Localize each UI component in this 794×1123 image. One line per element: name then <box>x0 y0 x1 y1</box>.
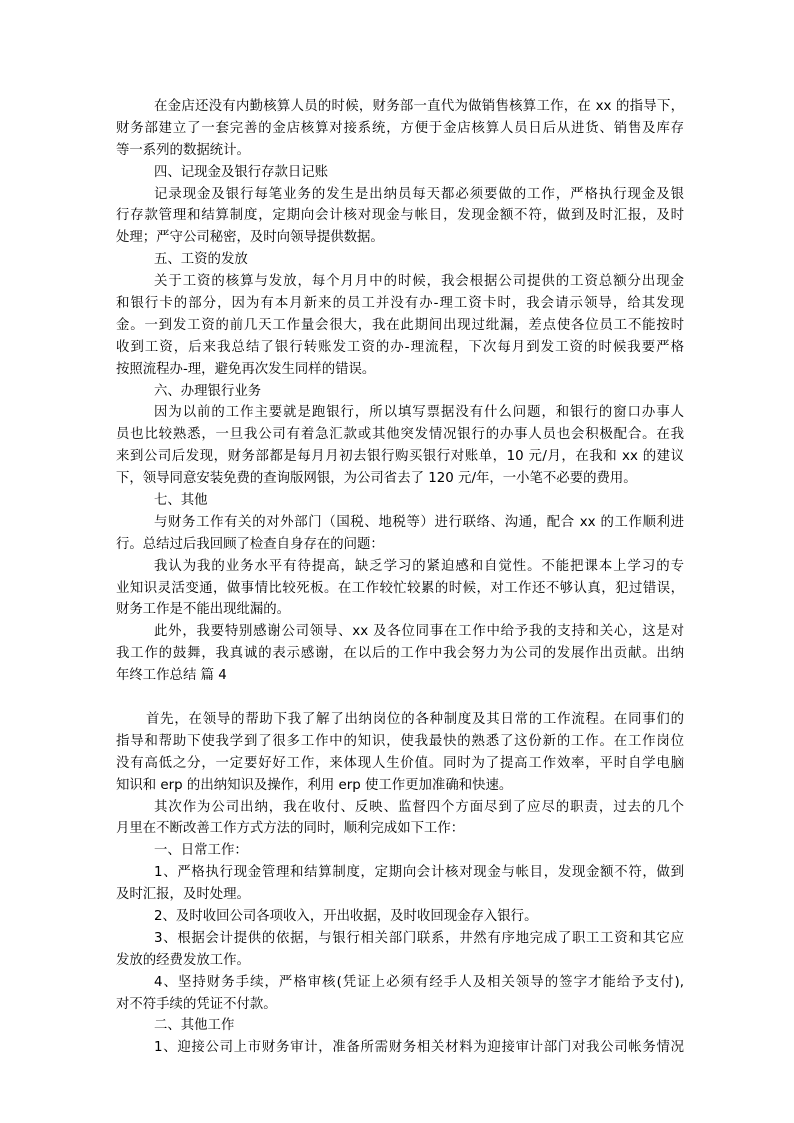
text-line: 2、及时收回公司各项收入，开出收据，及时收回现金存入银行。 <box>154 908 538 924</box>
text-line: 月里在不断改善工作方式方法的同时，顺利完成如下工作： <box>116 821 465 837</box>
text-line: 指导和帮助下使我学到了很多工作中的知识，使我最快的熟悉了这份新的工作。在工作岗位 <box>116 733 684 749</box>
text-line: 下，领导同意安装免费的查询版网银，为公司省去了 120 元/年，一小笔不必要的费用。 <box>116 471 637 487</box>
text-line: 七、其他 <box>154 493 208 509</box>
text-line: 六、办理银行业务 <box>154 383 262 399</box>
text-line: 我工作的鼓舞，我真诚的表示感谢，在以后的工作中我会努力为公司的发展作出贡献。出纳 <box>116 646 684 662</box>
text-line: 行。总结过后我回顾了检查自身存在的问题： <box>116 536 384 552</box>
text-line: 首先，在领导的帮助下我了解了出纳岗位的各种制度及其日常的工作流程。在同事们的 <box>146 711 684 727</box>
text-line: 及时汇报，及时处理。 <box>116 887 250 903</box>
text-line: 一、日常工作： <box>154 843 248 859</box>
text-line: 3、根据会计提供的依据，与银行相关部门联系，井然有序地完成了职工工资和其它应 <box>154 930 684 946</box>
text-line: 二、其他工作 <box>154 1018 235 1034</box>
text-line: 财务部建立了一套完善的金店核算对接系统，方便于金店核算人员日后从进货、销售及库存 <box>116 120 684 136</box>
text-line: 五、工资的发放 <box>154 252 248 268</box>
text-line: 金。一到发工资的前几天工作量会很大，我在此期间出现过纰漏，差点使各位员工不能按时 <box>116 317 684 333</box>
text-line: 因为以前的工作主要就是跑银行，所以填写票据没有什么问题，和银行的窗口办事人 <box>154 405 684 421</box>
text-line: 4、坚持财务手续，严格审核(凭证上必须有经手人及相关领导的签字才能给予支付), <box>154 974 684 990</box>
text-line: 1、迎接公司上市财务审计，准备所需财务相关材料为迎接审计部门对我公司帐务情况 <box>154 1040 684 1056</box>
text-line: 业知识灵活变通，做事情比较死板。在工作较忙较累的时候，对工作还不够认真，犯过错误， <box>116 580 684 596</box>
blank-line <box>116 687 684 709</box>
text-line: 处理；严守公司秘密，及时向领导提供数据。 <box>116 230 384 246</box>
text-line: 1、严格执行现金管理和结算制度，定期向会计核对现金与帐目，发现金额不符，做到 <box>154 865 684 881</box>
text-line: 年终工作总结 篇 4 <box>116 668 227 684</box>
text-line: 等一系列的数据统计。 <box>116 142 250 158</box>
text-line: 知识和 erp 的出纳知识及操作，利用 erp 使工作更加准确和快速。 <box>116 777 513 793</box>
text-line: 和银行卡的部分，因为有本月新来的员工并没有办-理工资卡时，我会请示领导，给其发现 <box>116 296 684 312</box>
text-line: 四、记现金及银行存款日记账 <box>154 164 329 180</box>
text-line: 对不符手续的凭证不付款。 <box>116 996 277 1012</box>
text-line: 我认为我的业务水平有待提高，缺乏学习的紧迫感和自觉性。不能把课本上学习的专 <box>154 558 684 574</box>
text-line: 财务工作是不能出现纰漏的。 <box>116 602 291 618</box>
text-line: 其次作为公司出纳，我在收付、反映、监督四个方面尽到了应尽的职责，过去的几个 <box>154 799 684 815</box>
text-line: 记录现金及银行每笔业务的发生是出纳员每天都必须要做的工作，严格执行现金及银 <box>154 186 684 202</box>
text-line: 来到公司后发现，财务部都是每月月初去银行购买银行对账单，10 元/月，在我和 xx 的建议 <box>116 449 684 465</box>
document-body <box>116 96 684 1059</box>
text-line: 按照流程办-理，避免再次发生同样的错误。 <box>116 361 376 377</box>
text-line: 员也比较熟悉，一旦我公司有着急汇款或其他突发情况银行的办事人员也会积极配合。在我 <box>116 427 684 443</box>
text-line: 发放的经费发放工作。 <box>116 952 250 968</box>
text-line: 行存款管理和结算制度，定期向会计核对现金与帐目，发现金额不符，做到及时汇报，及时 <box>116 208 684 224</box>
text-line: 没有高低之分，一定要好好工作，来体现人生价值。同时为了提高工作效率，平时自学电脑 <box>116 755 684 771</box>
text-line: 与财务工作有关的对外部门（国税、地税等）进行联络、沟通，配合 xx 的工作顺利进 <box>154 514 684 530</box>
text-line: 在金店还没有内勤核算人员的时候，财务部一直代为做销售核算工作，在 xx 的指导下， <box>154 99 684 114</box>
text-line: 此外，我要特别感谢公司领导、xx 及各位同事在工作中给予我的支持和关心，这是对 <box>154 624 684 640</box>
text-line: 收到工资，后来我总结了银行转账发工资的办-理流程，下次每月到发工资的时候我要严格 <box>116 339 684 355</box>
text-line: 关于工资的核算与发放，每个月月中的时候，我会根据公司提供的工资总额分出现金 <box>154 274 684 290</box>
